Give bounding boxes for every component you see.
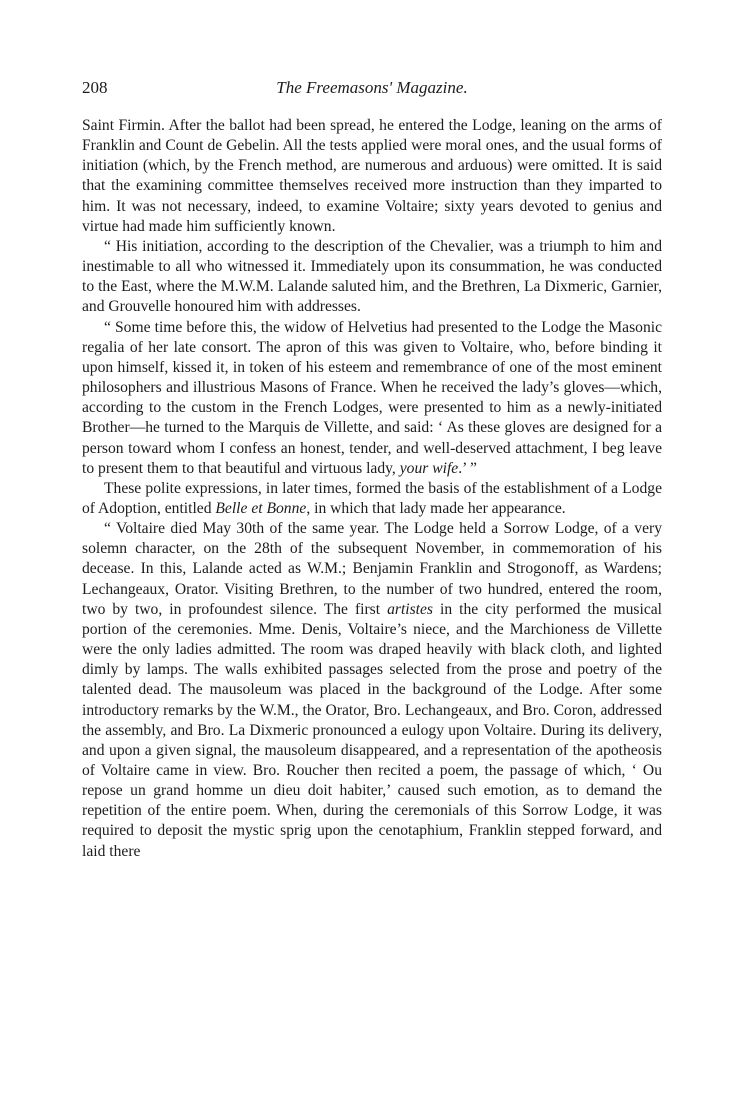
paragraph (82, 519, 662, 862)
paragraph (82, 237, 662, 318)
running-title: The Freemasons' Magazine. (276, 78, 468, 97)
page-number: 208 (82, 78, 108, 97)
text-run: , in which that lady made her appearance. (306, 499, 566, 517)
text-run: “ Voltaire died May 30th of the same year. The Lodge held a Sorrow Lodge, of a very solemn character, on the 28th of the subsequent November, in commemoration of his decease. In this, Lalande acted as W.M.; Benjamin Franklin and Strogonoff, as Wardens; Lechangeaux, Orator. Visiting Brethren, to the number of two hundred, entered the room, two by two, in profoundest silence. The first (82, 520, 662, 618)
italic-phrase: Belle et Bonne (215, 499, 307, 517)
magazine-page (82, 72, 662, 862)
text-run: “ His initiation, according to the description of the Chevalier, was a triumph to him and inestimable to all who witnessed it. Immediately upon its consummation, he was conducted to the East, where the M.W.M. Lalande saluted him, and the Brethren, La Dixmeric, Garnier, and Grouvelle honoured him with addresses. (82, 237, 662, 316)
italic-phrase: artistes (387, 600, 433, 618)
text-run: in the city performed the musical portion of the ceremonies. Mme. Denis, Voltaire’s niece, and the Marchioness de Villette were the only ladies admitted. The room was draped heavily with black cloth, and lighted dimly by lamps. The walls exhibited passages selected from the prose and poetry of the talented dead. The mausoleum was placed in the background of the Lodge. After some introductory remarks by the W.M., the Orator, Bro. Lechangeaux, and Bro. Coron, addressed the assembly, and Bro. La Dixmeric pronounced a eulogy upon Voltaire. During its delivery, and upon a given signal, the mausoleum disappeared, and a representation of the apotheosis of Voltaire came in view. Bro. Roucher then recited a poem, the passage of which, ‘ Ou repose un grand homme un dieu doit habiter,’ caused such emotion, as to demand the repetition of the entire poem. When, during the ceremonials of this Sorrow Lodge, it was required to deposit the mystic sprig upon the cenotaphium, Franklin stepped forward, and laid there (82, 600, 662, 860)
paragraph (82, 479, 662, 519)
paragraph (82, 116, 662, 237)
text-run: “ Some time before this, the widow of Helvetius had presented to the Lodge the Masonic regalia of her late consort. The apron of this was given to Voltaire, who, before binding it upon himself, kissed it, in token of his esteem and remembrance of one of the most eminent philosophers and illustrious Masons of France. When he received the lady’s gloves—which, according to the custom in the French Lodges, were presented to him as a newly-initiated Brother—he turned to the Marquis de Villette, and said: ‘ As these gloves are designed for a person toward whom I confess an honest, tender, and well-deserved attachment, I beg leave to present them to that beautiful and virtuous lady, (82, 318, 662, 477)
paragraph (82, 318, 662, 479)
italic-phrase: your wife (399, 459, 459, 477)
article-body (82, 116, 662, 862)
text-run: Saint Firmin. After the ballot had been spread, he entered the Lodge, leaning on the arms of Franklin and Count de Gebelin. All the tests applied were moral ones, and the usual forms of initiation (which, by the French method, are numerous and arduous) were omitted. It is said that the examining committee themselves received more instruction than they imparted to him. It was not necessary, indeed, to examine Voltaire; sixty years devoted to genius and virtue had made him sufficiently known. (82, 117, 662, 235)
text-run: These polite expressions, in later times, formed the basis of the establishment of a Lodge of Adoption, entitled (82, 479, 662, 517)
text-run: .’ ” (458, 459, 477, 477)
page-header (82, 72, 662, 102)
